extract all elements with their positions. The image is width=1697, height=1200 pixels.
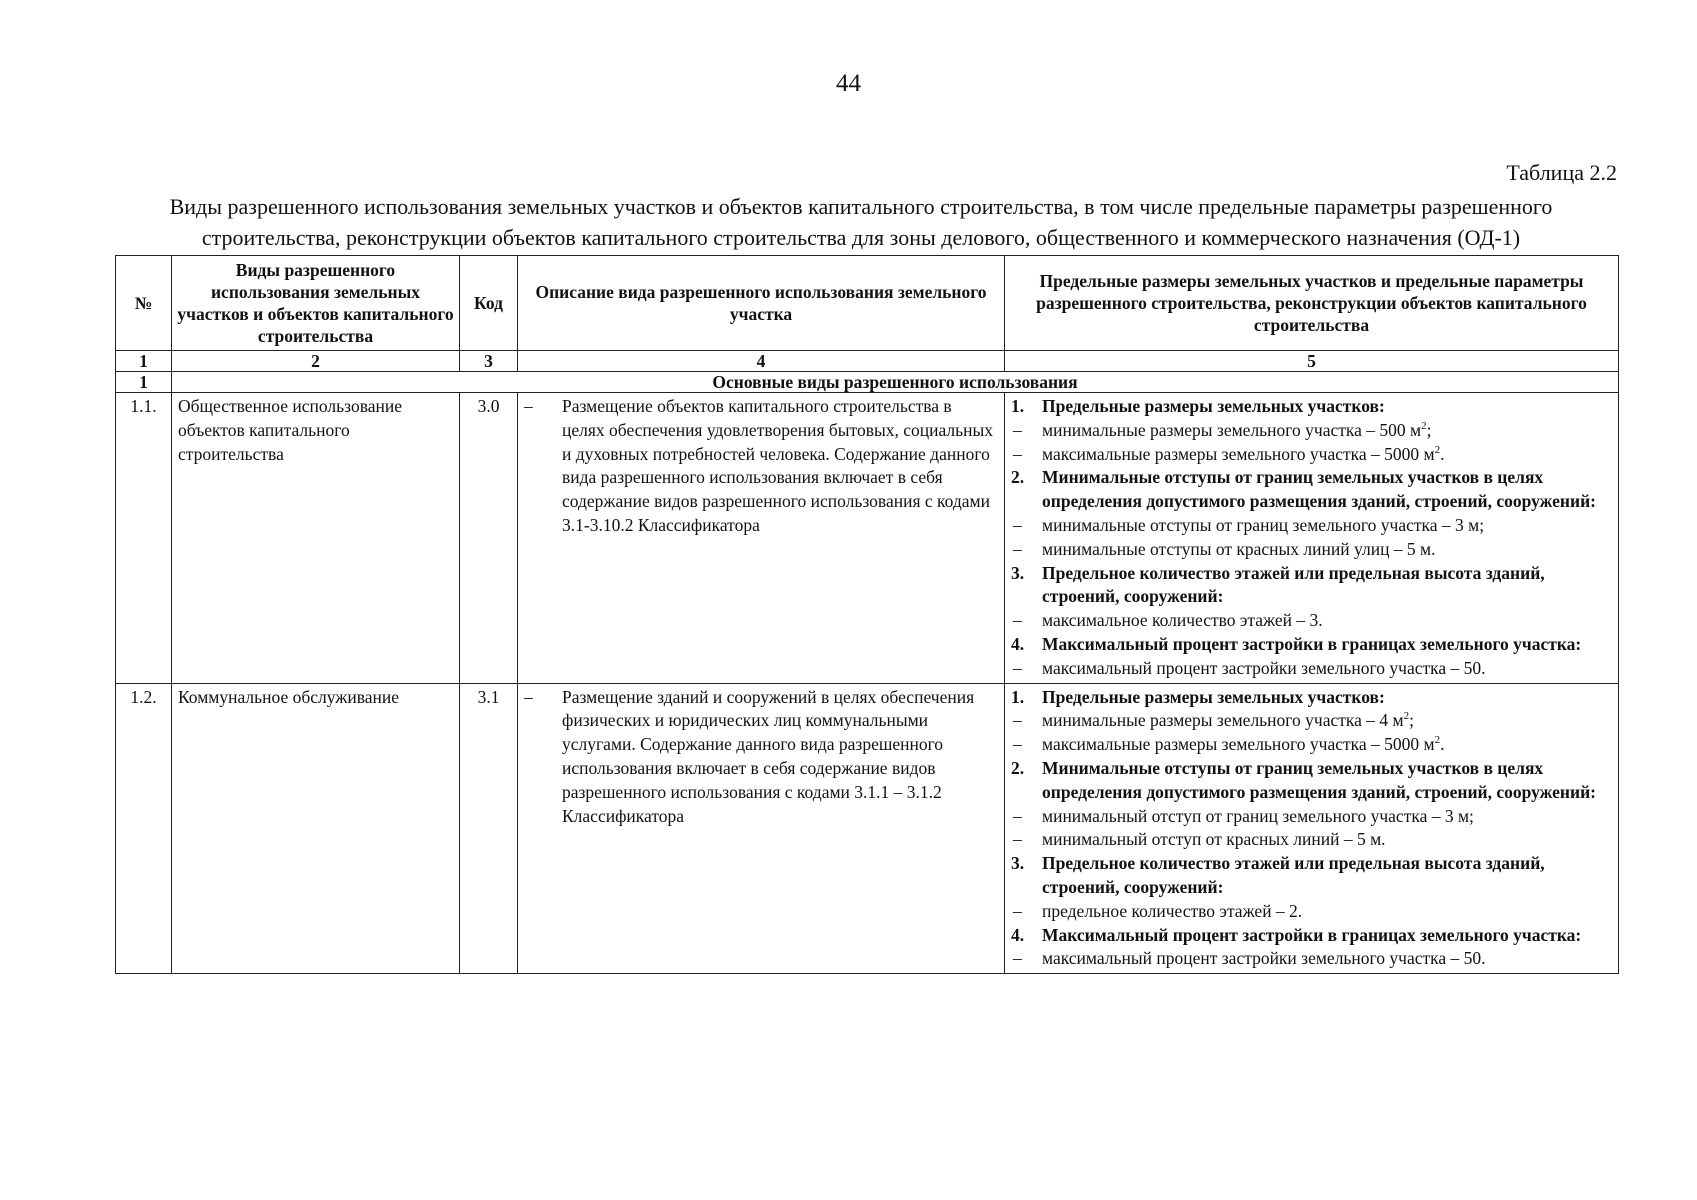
- param-item: [1011, 419, 1612, 443]
- param-heading-number: 1.: [1011, 396, 1025, 416]
- param-heading-text: Предельное количество этажей или предельная высота зданий, строений, сооружений:: [1042, 853, 1545, 897]
- param-heading-text: Предельные размеры земельных участков:: [1042, 686, 1385, 707]
- table-row: [116, 683, 1619, 974]
- param-heading-number: 4.: [1011, 633, 1025, 654]
- param-item-text: минимальный отступ от красных линий – 5 м.: [1042, 829, 1386, 850]
- dash-marker: –: [1013, 710, 1022, 731]
- dash-marker: –: [1013, 948, 1022, 969]
- param-item-punct: ;: [1426, 419, 1432, 440]
- param-item-value: минимальные размеры земельного участка – 500 м: [1042, 419, 1422, 440]
- param-item: [1011, 733, 1612, 757]
- column-number: 3: [460, 351, 518, 372]
- dash-marker: –: [1013, 419, 1022, 440]
- dash-marker: –: [1013, 657, 1022, 678]
- param-heading: [1011, 562, 1612, 610]
- superscript: 2: [1434, 443, 1441, 456]
- param-item-text: предельное количество этажей – 2.: [1042, 900, 1303, 921]
- dash-marker: –: [524, 686, 533, 707]
- row-description: [518, 393, 1005, 684]
- param-item-value: максимальные размеры земельного участка – 5000 м: [1042, 443, 1435, 464]
- superscript: 2: [1403, 710, 1410, 723]
- dash-marker: –: [1013, 443, 1022, 464]
- param-item-text: максимальное количество этажей – 3.: [1042, 610, 1323, 631]
- column-number-row: [116, 351, 1619, 372]
- param-item: [1011, 657, 1612, 681]
- param-item-text: минимальный отступ от границ земельного участка – 3 м;: [1042, 805, 1474, 826]
- param-item: [1011, 538, 1612, 562]
- param-item-text: максимальный процент застройки земельного участка – 50.: [1042, 657, 1486, 678]
- param-item-text: [1042, 733, 1612, 757]
- dash-marker: –: [1013, 900, 1022, 921]
- header-description: Описание вида разрешенного использования земельного участка: [518, 256, 1005, 351]
- param-item: [1011, 805, 1612, 829]
- row-number: 1.1.: [116, 393, 172, 684]
- param-item: [1011, 609, 1612, 633]
- param-heading: [1011, 686, 1612, 710]
- row-description: [518, 683, 1005, 974]
- param-item-text: минимальные отступы от красных линий улиц – 5 м.: [1042, 538, 1436, 559]
- param-heading-number: 3.: [1011, 853, 1025, 874]
- param-heading: [1011, 924, 1612, 948]
- header-num: №: [116, 256, 172, 351]
- param-heading-text: Предельное количество этажей или предельная высота зданий, строений, сооружений:: [1042, 562, 1545, 607]
- header-type: Виды разрешенного использования земельных участков и объектов капитального строительства: [172, 256, 460, 351]
- table-caption: Виды разрешенного использования земельных участков и объектов капитального строительства, в том числе предельные параметры разрешенного строительства, реконструкции объектов капитального строительства для зоны делового, общественного и коммерческого назначения (ОД-1): [169, 194, 1553, 250]
- column-number: 1: [116, 351, 172, 372]
- param-item-text: [1042, 443, 1612, 467]
- dash-marker: –: [1013, 734, 1022, 755]
- param-item-text: максимальный процент застройки земельного участка – 50.: [1042, 948, 1486, 969]
- section-num: 1: [116, 372, 172, 393]
- param-heading-text: Минимальные отступы от границ земельных участков в целях определения допустимого размещения зданий, строений, сооружений:: [1042, 467, 1596, 512]
- section-title: Основные виды разрешенного использования: [172, 372, 1619, 393]
- param-item-value: минимальные размеры земельного участка – 4 м: [1042, 710, 1404, 731]
- param-heading: [1011, 395, 1612, 419]
- header-code: Код: [460, 256, 518, 351]
- param-item-text: [1042, 709, 1612, 733]
- param-heading-text: Максимальный процент застройки в границах земельного участка:: [1042, 924, 1582, 945]
- param-heading: [1011, 852, 1612, 900]
- table-row: [116, 393, 1619, 684]
- row-type: Коммунальное обслуживание: [172, 683, 460, 974]
- param-heading-text: Максимальный процент застройки в границах земельного участка:: [1042, 633, 1582, 654]
- section-row: [116, 372, 1619, 393]
- column-number: 4: [518, 351, 1005, 372]
- param-item-value: максимальные размеры земельного участка – 5000 м: [1042, 734, 1435, 755]
- param-item: [1011, 709, 1612, 733]
- param-heading-text: Минимальные отступы от границ земельных участков в целях определения допустимого размещения зданий, строений, сооружений:: [1042, 757, 1596, 802]
- param-heading: [1011, 633, 1612, 657]
- param-item-punct: .: [1440, 443, 1445, 464]
- dash-marker: –: [1013, 514, 1022, 535]
- param-heading-number: 2.: [1011, 467, 1025, 488]
- param-item-text: минимальные отступы от границ земельного участка – 3 м;: [1042, 514, 1485, 535]
- dash-marker: –: [1013, 829, 1022, 850]
- description-text: Размещение зданий и сооружений в целях обеспечения физических и юридических лиц коммунальными услугами. Содержание данного вида разрешенного использования включает в себя содержание видов разрешенного использования с кодами 3.1.1 – 3.1.2 Классификатора: [562, 686, 975, 826]
- dash-marker: –: [1013, 805, 1022, 826]
- param-item-punct: .: [1440, 734, 1445, 755]
- row-type: Общественное использование объектов капитального строительства: [172, 393, 460, 684]
- param-item-text: [1042, 419, 1612, 443]
- param-heading: [1011, 757, 1612, 805]
- table-label: Таблица 2.2: [1506, 160, 1617, 185]
- dash-marker: –: [1013, 610, 1022, 631]
- param-heading-number: 1.: [1011, 686, 1025, 707]
- dash-marker: –: [1013, 538, 1022, 559]
- row-number: 1.2.: [116, 683, 172, 974]
- row-params: [1005, 683, 1619, 974]
- param-item: [1011, 514, 1612, 538]
- column-number: 5: [1005, 351, 1619, 372]
- dash-marker: –: [524, 396, 533, 416]
- row-code: 3.1: [460, 683, 518, 974]
- param-item: [1011, 443, 1612, 467]
- param-item-punct: ;: [1409, 710, 1414, 731]
- param-heading: [1011, 466, 1612, 514]
- superscript: 2: [1434, 734, 1441, 747]
- param-item: [1011, 900, 1612, 924]
- param-heading-number: 4.: [1011, 924, 1025, 945]
- land-use-table: [115, 255, 1619, 974]
- row-code: 3.0: [460, 393, 518, 684]
- column-number: 2: [172, 351, 460, 372]
- param-heading-text: Предельные размеры земельных участков:: [1042, 396, 1385, 416]
- param-heading-number: 3.: [1011, 562, 1025, 583]
- row-params: [1005, 393, 1619, 684]
- header-params: Предельные размеры земельных участков и предельные параметры разрешенного строительства, реконструкции объектов капитального строительства: [1005, 256, 1619, 351]
- param-item: [1011, 947, 1612, 971]
- page-number: 44: [836, 70, 861, 97]
- description-text: Размещение объектов капитального строительства в целях обеспечения удовлетворения бытовых, социальных и духовных потребностей человека. Содержание данного вида разрешенного использования включает в себя содержание видов разрешенного использования с кодами 3.1-3.10.2 Классификатора: [562, 396, 994, 535]
- header-row: [116, 256, 1619, 351]
- superscript: 2: [1421, 419, 1427, 432]
- param-item: [1011, 828, 1612, 852]
- param-heading-number: 2.: [1011, 757, 1025, 778]
